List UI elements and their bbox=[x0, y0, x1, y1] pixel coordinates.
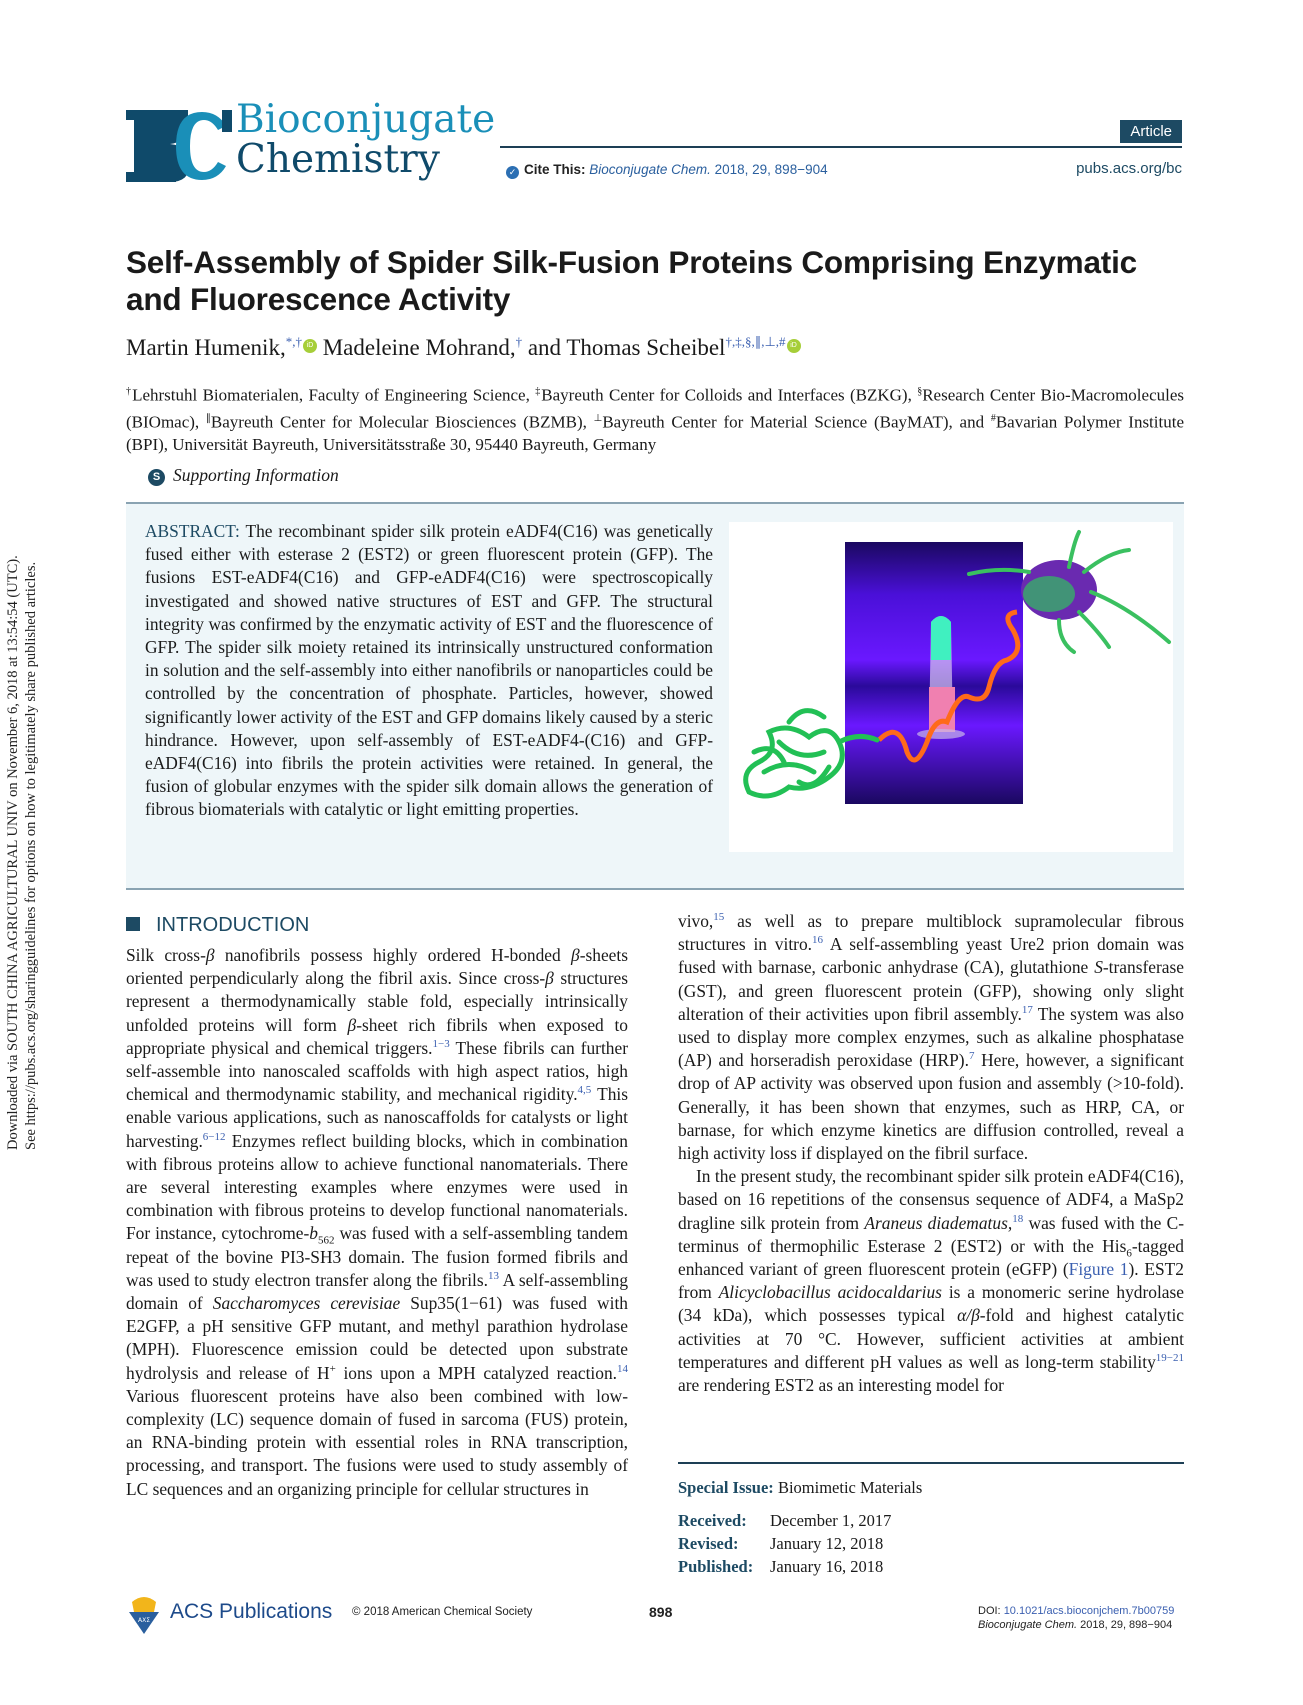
journal-logo-icon bbox=[126, 106, 232, 186]
special-issue: Special Issue: Biomimetic Materials bbox=[678, 1478, 923, 1497]
paragraph: vivo,$^{15}$ as well as to prepare multiblock supramolecular fibrous structures in vitro.$^{16}$ A self-assembling yeast Ure2 prion domain was fused with barnase, carbonic anhydrase (CA), glutathione S-transferase (GST), and green fluorescent protein (GFP), showing only slight alteration of their activities upon fibril assembly.$^{17}$ The system was also used to display more complex enzymes, such as alkaline phosphatase (AP) and horseradish peroxidase (HRP).$^7$ Here, however, a significant drop of AP activity was observed upon fusion and assembly (>10-fold). Generally, it has been shown that enzymes, such as HRP, CA, or barnase, for which enzyme kinetics are diffusion controlled, reveal a high activity loss if displayed on the fibril surface. bbox=[678, 911, 1185, 1164]
affiliation: Bayreuth Center for Colloids and Interfaces (BZKG), bbox=[541, 385, 918, 405]
doi-block bbox=[978, 1604, 1184, 1632]
cite-journal[interactable]: Bioconjugate Chem. bbox=[589, 162, 711, 177]
article-info-box bbox=[678, 1462, 1184, 1578]
citation-link[interactable]: 17 bbox=[1021, 1003, 1033, 1016]
citation-link[interactable]: 18 bbox=[1012, 1212, 1024, 1225]
journal-header bbox=[126, 97, 1182, 192]
citation-link[interactable]: 13 bbox=[487, 1269, 499, 1282]
doi-link[interactable]: 10.1021/acs.bioconjchem.7b00759 bbox=[1003, 1605, 1175, 1617]
cite-this[interactable] bbox=[506, 162, 828, 179]
body-column-left: Silk cross-β nanofibrils possess highly ordered H-bonded β-sheets oriented perpendicularly along the fibril axis. Since cross-β structures represent a thermodynamically stable fold, especially intrinsically unfolded proteins will form β-sheet rich fibrils when exposed to appropriate physical and chemical triggers.$^{1-3}$ These fibrils can further self-assemble into nanoscaled scaffolds with high aspect ratios, high chemical and thermodynamic stability, and mechanical rigidity.$^{4,5}$ This enable various applications, such as nanoscaffolds for catalysts or light harvesting.$^{6-12}$ Enzymes reflect building blocks, which in combination with fibrous proteins allow to achieve functional nanomaterials. There are several interesting examples where enzymes were used in combination with fibrous proteins to develop functional nanomaterials. For instance, cytochrome-$b_{562}$ was fused with a self-assembling tandem repeat of the bovine PI3-SH3 domain. The fusion formed fibrils and was used to study electron transfer along the fibrils.$^{13}$ A self-assembling domain of Saccharomyces cerevisiae Sup35(1−61) was fused with E2GFP, a pH sensitive GFP mutant, and methyl parathion hydrolase (MPH). Fluorescence emission could be detected upon substrate hydrolysis and release of H+ ions upon a MPH catalyzed reaction.$^{14}$ Various fluorescent proteins have also been combined with low-complexity (LC) sequence domain of fused in sarcoma (FUS) protein, an RNA-binding protein with essential roles in RNA transcription, processing, and transport. The fusions were used to study assembly of LC sequences and an organizing principle for cellular structures in bbox=[126, 945, 629, 1499]
orcid-icon[interactable]: iD bbox=[787, 339, 801, 353]
affiliation: Lehrstuhl Biomaterialen, Faculty of Engineering Science, bbox=[132, 385, 536, 405]
download-notice-line2[interactable]: See https://pubs.acs.org/sharingguidelines for options on how to legitimately share published articles. bbox=[23, 561, 39, 1150]
journal-site-link[interactable]: pubs.acs.org/bc bbox=[1076, 160, 1182, 177]
svg-text:ΑΧΣ: ΑΧΣ bbox=[137, 1617, 151, 1624]
download-notice-line1: Downloaded via SOUTH CHINA AGRICULTURAL UNIV on November 6, 2018 at 13:54:54 (UTC). bbox=[5, 555, 21, 1150]
article-title: Self-Assembly of Spider Silk-Fusion Proteins Comprising Enzymatic and Fluorescence Activity bbox=[126, 244, 1137, 317]
citation-link[interactable]: 7 bbox=[968, 1050, 975, 1063]
citation-link[interactable]: 6−12 bbox=[202, 1130, 226, 1143]
paragraph: In the present study, the recombinant spider silk protein eADF4(C16), based on 16 repetitions of the consensus sequence of ADF4, a MaSp2 dragline silk protein from Araneus diadematus,$^{18}$ was fused with the C-terminus of thermophilic Esterase 2 (EST2) or with the His$_6$-tagged enhanced variant of green fluorescent protein (eGFP) (Figure 1). EST2 from Alicyclobacillus acidocaldarius is a monomeric serine hydrolase (34 kDa), which possesses typical α/β-fold and highest catalytic activities at 70 °C. However, sufficient activities at ambient temperatures and different pH values as well as long-term stability$^{19-21}$ are rendering EST2 as an interesting model for bbox=[678, 1166, 1184, 1396]
affil-mark: ‡ bbox=[535, 386, 542, 397]
affiliations bbox=[126, 380, 1184, 456]
citation-link[interactable]: 15 bbox=[713, 911, 725, 923]
author-list bbox=[126, 334, 801, 361]
orcid-icon[interactable]: iD bbox=[303, 339, 317, 353]
article-type-badge: Article bbox=[1120, 120, 1182, 143]
abstract-body: The recombinant spider silk protein eADF4(C16) was genetically fused either with esterase 2 (EST2) or green fluorescent protein (GFP). The fusions EST-eADF4(C16) and GFP-eADF4(C16) were spectroscopically investigated and showed native structures of EST and GFP. The structural integrity was confirmed by the enzymatic activity of EST and the fluorescence of GFP. The spider silk moiety retained its intrinsically unstructured conformation in solution and the self-assembly into either nanofibrils or nanoparticles could be controlled by the concentration of phosphate. Particles, however, showed significantly lower activity of the EST and GFP domains likely caused by a steric hindrance. However, upon self-assembly of EST-eADF4-(C16) and GFP-eADF4(C16) into fibrils the protein activities were retained. In general, the fusion of globular enzymes with the spider silk domain allows the generation of fibrous biomaterials with catalytic or light emitting properties. bbox=[145, 521, 713, 820]
supporting-info-label: Supporting Information bbox=[173, 465, 339, 485]
cite-label: Cite This: bbox=[524, 162, 586, 177]
checkmark-icon: ✓ bbox=[506, 166, 519, 179]
affiliation: Bavarian Polymer Institute (BPI), Universität Bayreuth, Universitätsstraße 30, 95440 Bayreuth, Germany bbox=[126, 412, 1184, 455]
author-marks[interactable]: †,‡,§,∥,⊥,# bbox=[725, 334, 786, 349]
copyright: © 2018 American Chemical Society bbox=[352, 1606, 533, 1618]
author-name[interactable]: Martin Humenik, bbox=[126, 335, 286, 360]
supporting-information-link[interactable] bbox=[148, 465, 339, 486]
affil-mark: # bbox=[990, 412, 996, 424]
affiliation: Bayreuth Center for Molecular Biosciences (BZMB), bbox=[210, 412, 594, 432]
affil-mark: ∥ bbox=[205, 412, 211, 424]
author-name[interactable]: Madeleine Mohrand, bbox=[322, 335, 516, 360]
publication-dates bbox=[678, 1509, 1184, 1578]
doi-label: DOI: bbox=[978, 1605, 1001, 1617]
supporting-info-icon: S bbox=[148, 469, 165, 486]
toc-graphic bbox=[729, 522, 1173, 852]
author-marks[interactable]: † bbox=[515, 334, 523, 349]
affil-mark: § bbox=[917, 386, 923, 397]
journal-name-line2: Chemistry bbox=[236, 137, 440, 182]
figure-1-link[interactable]: Figure 1 bbox=[1068, 1259, 1129, 1280]
journal-name bbox=[236, 97, 496, 182]
author-marks[interactable]: *,† bbox=[285, 334, 302, 349]
section-bullet-icon bbox=[126, 917, 140, 931]
affiliation: Bayreuth Center for Material Science (BayMAT), and bbox=[602, 412, 991, 432]
citation-link[interactable]: 1−3 bbox=[432, 1037, 450, 1050]
date-received: Received: December 1, 2017 bbox=[678, 1511, 892, 1530]
date-published: Published: January 16, 2018 bbox=[678, 1557, 884, 1576]
abstract-box bbox=[126, 502, 1184, 890]
section-heading-introduction bbox=[126, 914, 309, 937]
abstract-text bbox=[145, 520, 713, 822]
body-column-right bbox=[678, 910, 1184, 1397]
page-footer bbox=[126, 1594, 1184, 1644]
citation-link[interactable]: 4,5 bbox=[577, 1084, 592, 1097]
publisher-name[interactable]: ACS Publications bbox=[170, 1600, 333, 1623]
section-heading-label: INTRODUCTION bbox=[156, 914, 310, 936]
affil-mark: † bbox=[126, 386, 133, 397]
footer-journal: Bioconjugate Chem. bbox=[978, 1619, 1078, 1631]
affiliation: Research Center Bio-Macromolecules (BIOmac), bbox=[126, 385, 1184, 432]
citation-link[interactable]: 16 bbox=[812, 934, 823, 947]
citation-link[interactable]: 19−21 bbox=[1155, 1351, 1184, 1364]
acs-logo-icon bbox=[126, 1594, 162, 1634]
journal-name-line1: Bioconjugate bbox=[236, 97, 496, 142]
header-divider bbox=[500, 146, 1182, 148]
cite-details[interactable]: 2018, 29, 898−904 bbox=[714, 162, 828, 177]
date-revised: Revised: January 12, 2018 bbox=[678, 1534, 884, 1553]
author-name[interactable]: and Thomas Scheibel bbox=[527, 335, 726, 360]
download-notice bbox=[4, 470, 44, 1170]
page-number: 898 bbox=[649, 1604, 673, 1620]
abstract-label: ABSTRACT: bbox=[145, 521, 240, 541]
affil-mark: ⊥ bbox=[593, 412, 603, 424]
citation-link[interactable]: 14 bbox=[617, 1362, 628, 1375]
footer-citation: 2018, 29, 898−904 bbox=[1080, 1619, 1173, 1631]
